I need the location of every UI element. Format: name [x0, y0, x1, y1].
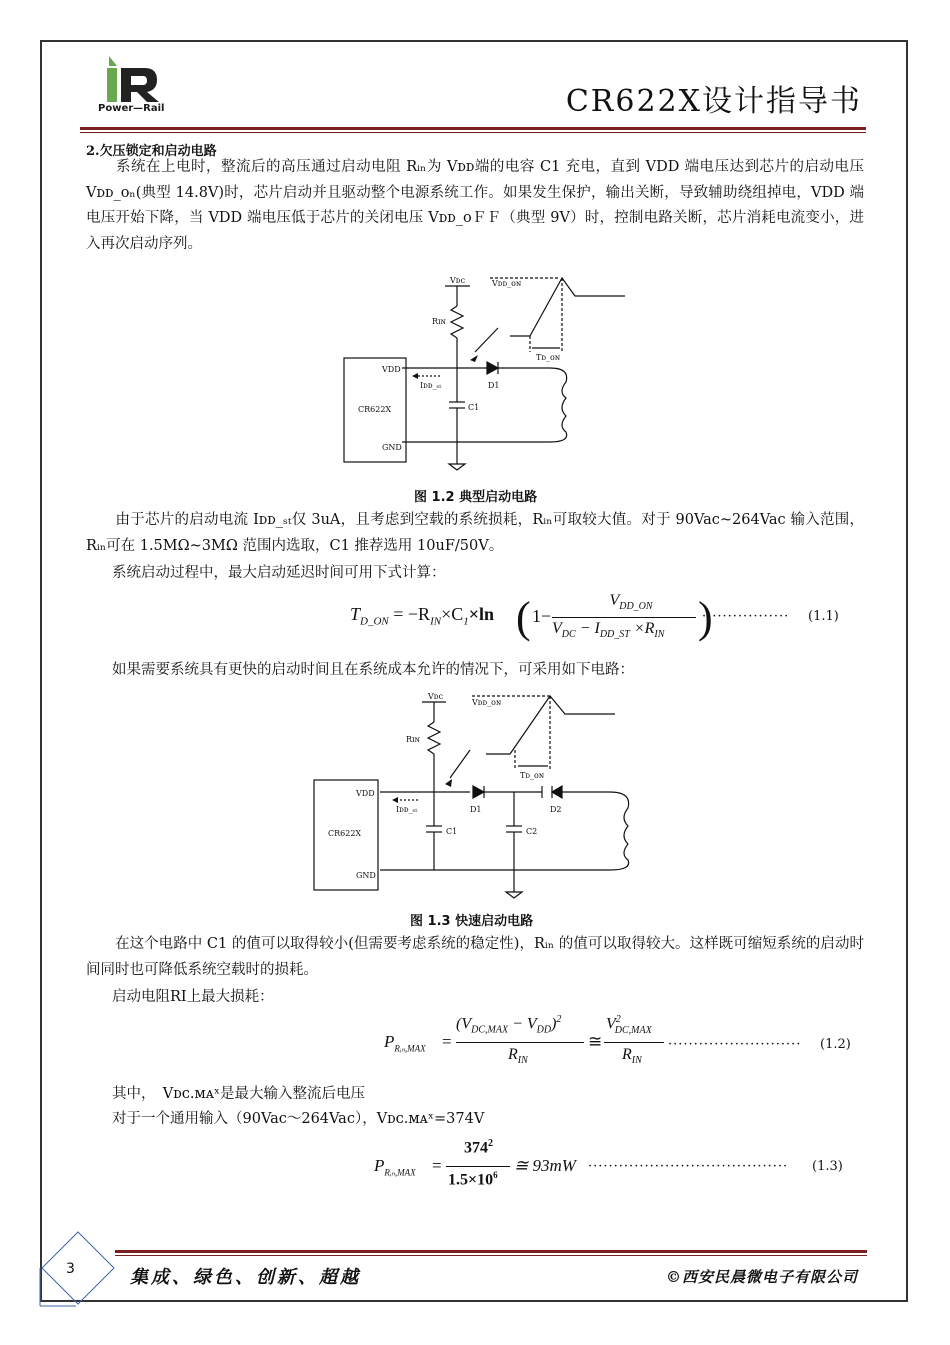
- f2-num2: V: [606, 1015, 616, 1033]
- chip-label-2: CR622X: [328, 829, 362, 838]
- f2-num2-sup: 2: [615, 1014, 621, 1025]
- f2-den-sub: IN: [517, 1055, 528, 1067]
- footer-rule: [115, 1250, 867, 1253]
- f1-den3: ×R: [629, 620, 655, 637]
- f3-result: ≅ 93mW: [514, 1156, 576, 1175]
- f1-den-sub: DC: [561, 629, 576, 641]
- f1-ln: ×ln: [468, 604, 495, 624]
- f2-leader-dots: ··························: [668, 1037, 802, 1052]
- header-rule: [80, 127, 866, 130]
- formula-1-1: $T_{D\_ON} = -R_{IN}\times C_1\times\ln$ ( 1− $V_{DD\_ON}$ $V_{DC} - I_{DD\_ST} \times R_{IN}$ ): [350, 592, 713, 642]
- chip-label: CR622X: [358, 405, 392, 414]
- f3-den-sup: 6: [493, 1170, 498, 1180]
- vdd-pin-label-2: VDD: [356, 789, 375, 798]
- f1-times-c: ×C: [441, 604, 464, 624]
- rin-label-2: Rɪɴ: [406, 735, 420, 744]
- document-title: CR622X设计指导书: [565, 84, 862, 119]
- vdc-max-definition: 其中， Vᴅᴄ.ᴍᴀˣ是最大输入整流后电压: [112, 1086, 366, 1102]
- f1-den2: − I: [575, 620, 600, 637]
- startup-current-paragraph: 由于芯片的启动电流 Iᴅᴅ_ₛₜ仅 3uA，且考虑到空载的系统损耗，Rᵢₙ可取较大值。对于 90Vac~264Vac 输入范围，Rᵢₙ可在 1.5MΩ~3MΩ 范围内选取，C1 推荐选用 10uF/50V。: [86, 512, 864, 554]
- formula-1-3-number: (1.3): [812, 1159, 843, 1174]
- footer-company: ©西安民晨微电子有限公司: [665, 1268, 858, 1286]
- f1-one-minus: 1−: [532, 606, 552, 626]
- formula-1-2-number: (1.2): [820, 1037, 851, 1052]
- vdc-label: Vᴅᴄ: [450, 276, 465, 285]
- delay-intro-line: 系统启动过程中，最大启动延迟时间可用下式计算：: [112, 565, 446, 581]
- td-on-label-2: Tᴅ_ᴏɴ: [520, 771, 545, 780]
- td-on-label: Tᴅ_ᴏɴ: [536, 353, 561, 362]
- f1-den2-sub: DD_ST: [599, 629, 630, 641]
- footer-rule-thin: [115, 1255, 867, 1256]
- f2-num: (V: [456, 1015, 472, 1033]
- formula-1-2: [384, 1012, 684, 1076]
- f2-num-mid: − V: [508, 1015, 537, 1033]
- formula-1-3: [374, 1138, 594, 1194]
- d1-label-2: D1: [470, 805, 482, 814]
- c1-label: C1: [468, 403, 480, 412]
- typical-startup-circuit: [330, 268, 640, 478]
- d1-label: D1: [488, 381, 500, 390]
- f2-lhs: P: [384, 1032, 395, 1051]
- f1-num-sub: DD_ON: [619, 601, 653, 613]
- f1-mid: = −R: [393, 604, 431, 624]
- f2-den: R: [508, 1046, 518, 1063]
- header-rule-thin: [80, 132, 866, 133]
- f3-den: 1.5×10: [448, 1171, 494, 1189]
- f3-num-sup: 2: [488, 1138, 493, 1149]
- f2-num-sub1: DC,MAX: [471, 1024, 509, 1036]
- f2-num2-sub: DC,MAX: [614, 1024, 652, 1036]
- section-title: 2.欠压锁定和启动电路: [86, 144, 217, 159]
- vdc-label-2: Vᴅᴄ: [428, 692, 443, 701]
- f3-num: 374: [464, 1139, 488, 1157]
- vdd-on-label-2: Vᴅᴅ_ᴏɴ: [472, 698, 502, 707]
- f2-num-sub2: DD: [536, 1024, 552, 1036]
- gnd-pin-label-2: GND: [356, 871, 376, 880]
- f3-lhs: P: [374, 1156, 385, 1175]
- f3-eq: =: [432, 1156, 442, 1175]
- f3-leader-dots: ·······································: [588, 1159, 789, 1174]
- f2-eq: =: [442, 1032, 452, 1051]
- intro-paragraph: 系统在上电时，整流后的高压通过启动电阻 Rᵢₙ为 Vᴅᴅ端的电容 C1 充电，直到 VDD 端电压达到芯片的启动电压 Vᴅᴅ_ᴏₙ(典型 14.8V)时，芯片启动并且驱动整个电源系统工作。如果发生保护，输出关断，导致辅助绕组掉电，VDD 端电压开始下降，当 VDD 端电压低于芯片的关闭电压 Vᴅᴅ_ᴏＦＦ（典型 9V）时，控制电路关断，芯片消耗电流变小，进入再次启动序列。: [86, 159, 865, 252]
- f1-num: V: [609, 592, 620, 609]
- page-corner-decoration: [36, 1228, 120, 1312]
- max-loss-line: 启动电阻RI上最大损耗：: [112, 989, 274, 1005]
- figure-1-caption: 图 1.2 典型启动电路: [414, 490, 538, 505]
- f2-den2-sub: IN: [631, 1055, 642, 1067]
- formula-1-1-number: (1.1): [808, 609, 839, 624]
- page-number: 3: [66, 1261, 75, 1277]
- vdd-pin-label: VDD: [382, 365, 401, 374]
- f3-lhs-sub: Rᵢₙ,MAX: [384, 1167, 416, 1178]
- f1-lhs-sub: D_ON: [360, 615, 389, 628]
- f1-leader-dots: ·················: [702, 609, 790, 624]
- f2-num-end: ): [551, 1015, 557, 1033]
- vdc-max-value: 对于一个通用输入（90Vac～264Vac），Vᴅᴄ.ᴍᴀˣ=374V: [112, 1111, 485, 1127]
- c1-value-paragraph: 在这个电路中 C1 的值可以取得较小(但需要考虑系统的稳定性)，Rᵢₙ 的值可以取得较大。这样既可缩短系统的启动时间同时也可降低系统空载时的损耗。: [86, 936, 864, 978]
- f2-num-sup: 2: [556, 1014, 562, 1025]
- f1-lhs: T: [350, 604, 361, 624]
- faster-startup-line: 如果需要系统具有更快的启动时间且在系统成本允许的情况下，可采用如下电路：: [112, 662, 634, 678]
- f1-den: V: [552, 620, 562, 637]
- rin-label: Rɪɴ: [432, 317, 446, 326]
- f1-mid-sub: IN: [430, 615, 442, 628]
- f2-lhs-sub: Rᵢₙ,MAX: [394, 1043, 426, 1054]
- vdd-on-label: Vᴅᴅ_ᴏɴ: [492, 279, 522, 288]
- f1-den3-sub: IN: [654, 629, 665, 641]
- figure-2-caption: 图 1.3 快速启动电路: [410, 914, 534, 929]
- f2-den2: R: [622, 1046, 632, 1063]
- gnd-pin-label: GND: [382, 443, 402, 452]
- c1-label-2: C1: [446, 827, 458, 836]
- footer-slogan: 集成、绿色、创新、超越: [130, 1267, 361, 1288]
- fast-startup-circuit: [310, 688, 640, 906]
- f1-c-sub: 1: [463, 615, 469, 628]
- f2-approx: ≅: [588, 1032, 603, 1051]
- d2-label-2: D2: [550, 805, 562, 814]
- logo-text: Power—Rail: [98, 103, 165, 114]
- idd-st-label-2: Iᴅᴅ_ₛₜ: [396, 805, 418, 814]
- idd-st-label: Iᴅᴅ_ₛₜ: [420, 381, 442, 390]
- c2-label-2: C2: [526, 827, 538, 836]
